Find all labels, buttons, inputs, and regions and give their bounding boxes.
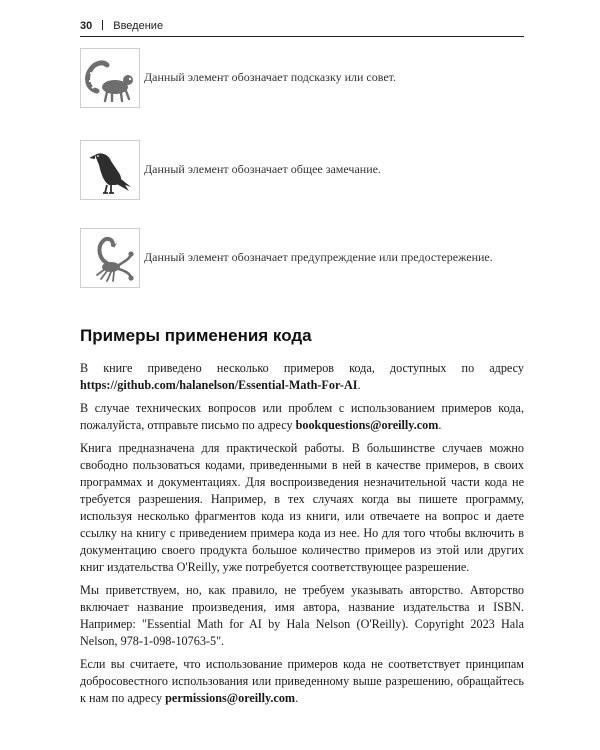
tip-note (80, 48, 524, 108)
tip-note-text: Данный элемент обозначает подсказку или совет. (144, 70, 397, 84)
section-body (80, 360, 524, 713)
running-header (80, 20, 524, 32)
header-divider (102, 20, 103, 30)
general-note (80, 140, 524, 200)
page-number: 30 (80, 20, 93, 32)
permissions-email[interactable]: permissions@oreilly.com (165, 691, 296, 705)
scorpion-icon (80, 228, 140, 288)
bookquestions-email[interactable]: bookquestions@oreilly.com (295, 418, 439, 432)
general-note-text: Данный элемент обозначает общее замечание. (144, 162, 381, 176)
paragraph-2-end: . (438, 418, 442, 432)
section-title: Примеры применения кода (80, 326, 312, 345)
paragraph-2-text: В случае технических вопросов или проблем с использованием примеров кода, пожалуйста, отправьте письмо по адресу (80, 401, 524, 432)
github-link[interactable]: https://github.com/halanelson/Essential-Math-For-AI (80, 378, 358, 392)
header-rule (80, 36, 524, 37)
paragraph-1 (80, 360, 524, 394)
paragraph-5-text: Если вы считаете, что использование примеров кода не соответствует принципам добросовестного использования или приведенному выше разрешению, обращайтесь к нам по адресу (80, 657, 524, 705)
warning-note (80, 228, 524, 288)
chapter-title: Введение (113, 20, 164, 32)
warning-note-text: Данный элемент обозначает предупреждение или предостережение. (144, 250, 493, 264)
paragraph-5-end: . (295, 691, 299, 705)
paragraph-1-end: . (357, 378, 361, 392)
paragraph-4: Мы приветствуем, но, как правило, не требуем указывать авторство. Авторство включает название произведения, имя автора, название издательства и ISBN. Например: "Essential Math for AI by Hala Nelson (O'Reilly). Copyright 2023 Hala Nelson, 978-1-098-10763-5". (80, 583, 524, 648)
paragraph-3: Книга предназначена для практической работы. В большинстве случаев можно свободно пользоваться кодами, приведенными в ней в качестве примеров, в своих программах и документациях. Для воспроизведения незначительной части кода не требуется разрешения. Например, в тех случаях когда вы пишете программу, используя несколько фрагментов кода из книги, или отвечаете на вопрос и даете ссылку на книгу с приведением примера кода из нее. Но для того чтобы включить в документацию своего продукта большое количество примеров из этой или других книг издательства O'Reilly, уже потребуется соответствующее разрешение. (80, 441, 524, 574)
lemur-icon (80, 48, 140, 108)
paragraph-1-text: В книге приведено несколько примеров кода, доступных по адресу (80, 361, 524, 375)
paragraph-5 (80, 656, 524, 707)
paragraph-2 (80, 400, 524, 434)
crow-icon (80, 140, 140, 200)
